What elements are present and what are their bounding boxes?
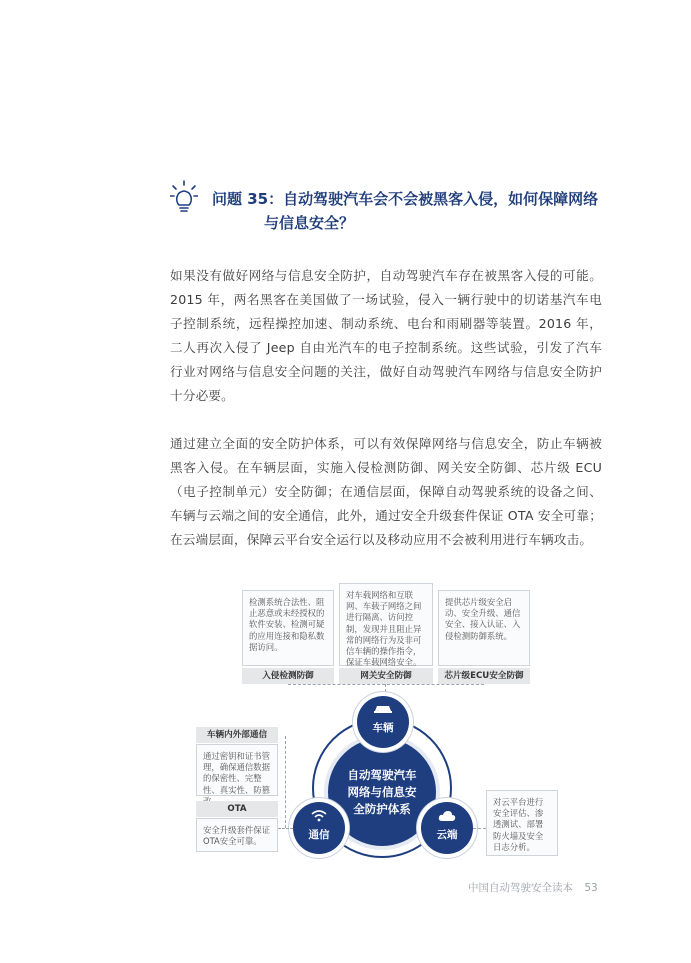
- car-icon: [357, 703, 409, 718]
- right-box: [486, 790, 558, 856]
- node-comm: [293, 802, 345, 854]
- paragraph-1: 如果没有做好网络与信息安全防护，自动驾驶汽车存在被黑客入侵的可能。2015 年，两名黑客在美国做了一场试验，侵入一辆行驶中的切诺基汽车电子控制系统，远程操控加速、制动系统、电台和雨刷器等装置。2016 年，二人再次入侵了 Jeep 自由光汽车的电子控制系统。这些试验，引发了汽车行业对网络与信息安全问题的关注，做好自动驾驶汽车网络与信息安全防护十分必要。: [170, 268, 602, 403]
- top-box-1-text: 检测系统合法性、阻止恶意或未经授权的软件安装、检测可疑的应用连接和隐私数据访问。: [249, 597, 325, 652]
- node-vehicle: [357, 696, 409, 748]
- question-title-line2: 与信息安全？: [264, 214, 355, 232]
- core-label: 自动驾驶汽车网络与信息安全防护体系: [347, 767, 417, 816]
- top-box-3-label: 芯片级ECU安全防御: [438, 668, 530, 684]
- top-box-3-text: 提供芯片级安全启动、安全升级、通信安全、接入认证、入侵检测防御系统。: [445, 597, 521, 641]
- question-title: [212, 187, 612, 235]
- left-box-2: [196, 818, 278, 852]
- left-box-1-text: 通过密钥和证书管理，确保通信数据的保密性、完整性、真实性、防篡: [203, 751, 270, 795]
- question-title-line1: 问题 35：自动驾驶汽车会不会被黑客入侵，如何保障网络: [212, 190, 599, 208]
- left-box-1-label: 车辆内外部通信: [196, 727, 278, 743]
- connector-right: [473, 828, 486, 829]
- connector-top: [288, 684, 484, 685]
- node-vehicle-label: 车辆: [372, 722, 394, 734]
- lightbulb-icon: [170, 180, 198, 216]
- top-box-2-label: 网关安全防御: [339, 668, 433, 684]
- node-comm-label: 通信: [308, 829, 330, 841]
- left-box-2-label: OTA: [196, 801, 278, 817]
- top-box-2: [339, 583, 433, 666]
- right-box-text: 对云平台进行安全评估、渗透测试、部署防火墙及安全日志分析。: [493, 797, 544, 852]
- connector-left-h: [278, 828, 293, 829]
- left-box-2-text: 安全升级套件保证OTA安全可靠。: [203, 825, 270, 847]
- node-cloud: [421, 802, 473, 854]
- left-box-1: [196, 744, 278, 796]
- paragraph-2: 通过建立全面的安全防护体系，可以有效保障网络与信息安全，防止车辆被黑客入侵。在车辆层面，实施入侵检测防御、网关安全防御、芯片级 ECU（电子控制单元）安全防御；在通信层面，保障自动驾驶系统的设备之间、车辆与云端之间的安全通信，此外，通过安全升级套件保证 OTA 安全可靠；在云端层面，保障云平台安全运行以及移动应用不会被利用进行车辆攻击。: [170, 436, 602, 547]
- top-box-3: [438, 590, 530, 666]
- connector-left: [285, 736, 286, 828]
- cloud-icon: [421, 810, 473, 825]
- page-number: 53: [584, 882, 598, 894]
- node-cloud-label: 云端: [436, 829, 458, 841]
- wifi-icon: [293, 810, 345, 825]
- top-box-2-text: 对车载网络和互联网、车载子网络之间进行隔离、访问控制，发现并且阻止异常的网络行为及非可信车辆的操作指令，保证车载网络安全。: [346, 590, 422, 668]
- top-box-1: [242, 590, 334, 666]
- footer-book-title: 中国自动驾驶安全读本: [468, 882, 573, 894]
- footer: [468, 880, 598, 895]
- top-box-1-label: 入侵检测防御: [242, 668, 334, 684]
